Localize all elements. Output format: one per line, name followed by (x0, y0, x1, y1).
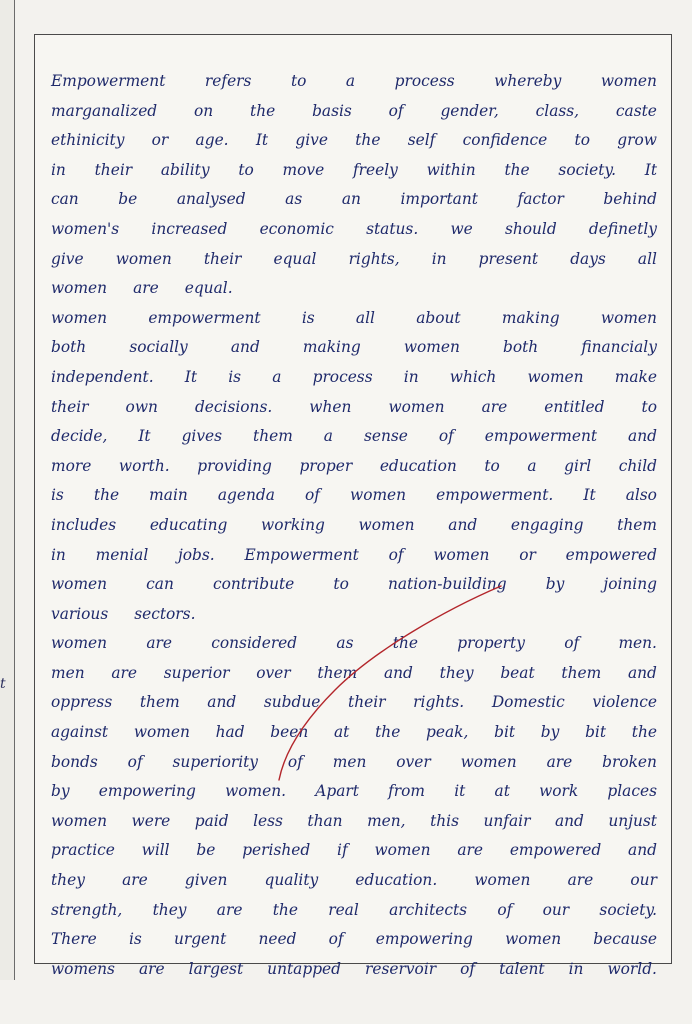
text-line: womens are largest untapped reservoir of talent in world. (51, 959, 657, 978)
text-line: ethinicity or age. It give the self confidence to grow (51, 131, 657, 150)
text-line: independent. It is a process in which women make (51, 367, 657, 386)
text-line: includes educating working women and engaging them (51, 515, 657, 534)
notebook-page (34, 34, 672, 978)
text-line: bonds of superiority of men over women are broken (51, 752, 657, 771)
text-line: women are considered as the property of men. (51, 634, 657, 653)
handwritten-essay (51, 67, 657, 984)
text-line: is the main agenda of women empowerment. It also (51, 486, 657, 505)
text-line: women can contribute to nation-building by joining (51, 575, 657, 594)
text-line: strength, they are the real architects of our society. (51, 900, 657, 919)
text-line: women are equal. (51, 279, 233, 298)
text-line: their own decisions. when women are entitled to (51, 397, 657, 416)
text-line: Empowerment refers to a process whereby women (51, 72, 657, 90)
text-line: by empowering women. Apart from it at work places (51, 782, 657, 801)
text-line: more worth. providing proper education to a girl child (51, 456, 657, 475)
text-line: in their ability to move freely within the society. It (51, 160, 657, 179)
text-line: women's increased economic status. we should definetly (51, 219, 657, 238)
text-line: marganalized on the basis of gender, class, caste (51, 101, 657, 120)
text-line: in menial jobs. Empowerment of women or empowered (51, 545, 657, 564)
text-line: women empowerment is all about making women (51, 308, 657, 327)
text-line: men are superior over them and they beat them and (51, 663, 657, 682)
text-line: can be analysed as an important factor behind (51, 190, 657, 209)
text-line: give women their equal rights, in present days all (51, 249, 657, 268)
text-line: practice will be perished if women are empowered and (51, 841, 657, 860)
text-line: they are given quality education. women are our (51, 871, 657, 890)
text-line: against women had been at the peak, bit by bit the (51, 723, 657, 742)
text-line: oppress them and subdue their rights. Domestic violence (51, 693, 657, 712)
text-line: various sectors. (51, 604, 196, 623)
previous-page-edge (0, 0, 15, 980)
text-line: both socially and making women both financialy (51, 338, 657, 357)
red-pen-stroke (265, 580, 505, 810)
text-line: women were paid less than men, this unfair and unjust (51, 811, 657, 830)
previous-page-letter: t (0, 676, 6, 692)
text-line: decide, It gives them a sense of empowerment and (51, 427, 657, 446)
text-line: There is urgent need of empowering women because (51, 930, 657, 949)
